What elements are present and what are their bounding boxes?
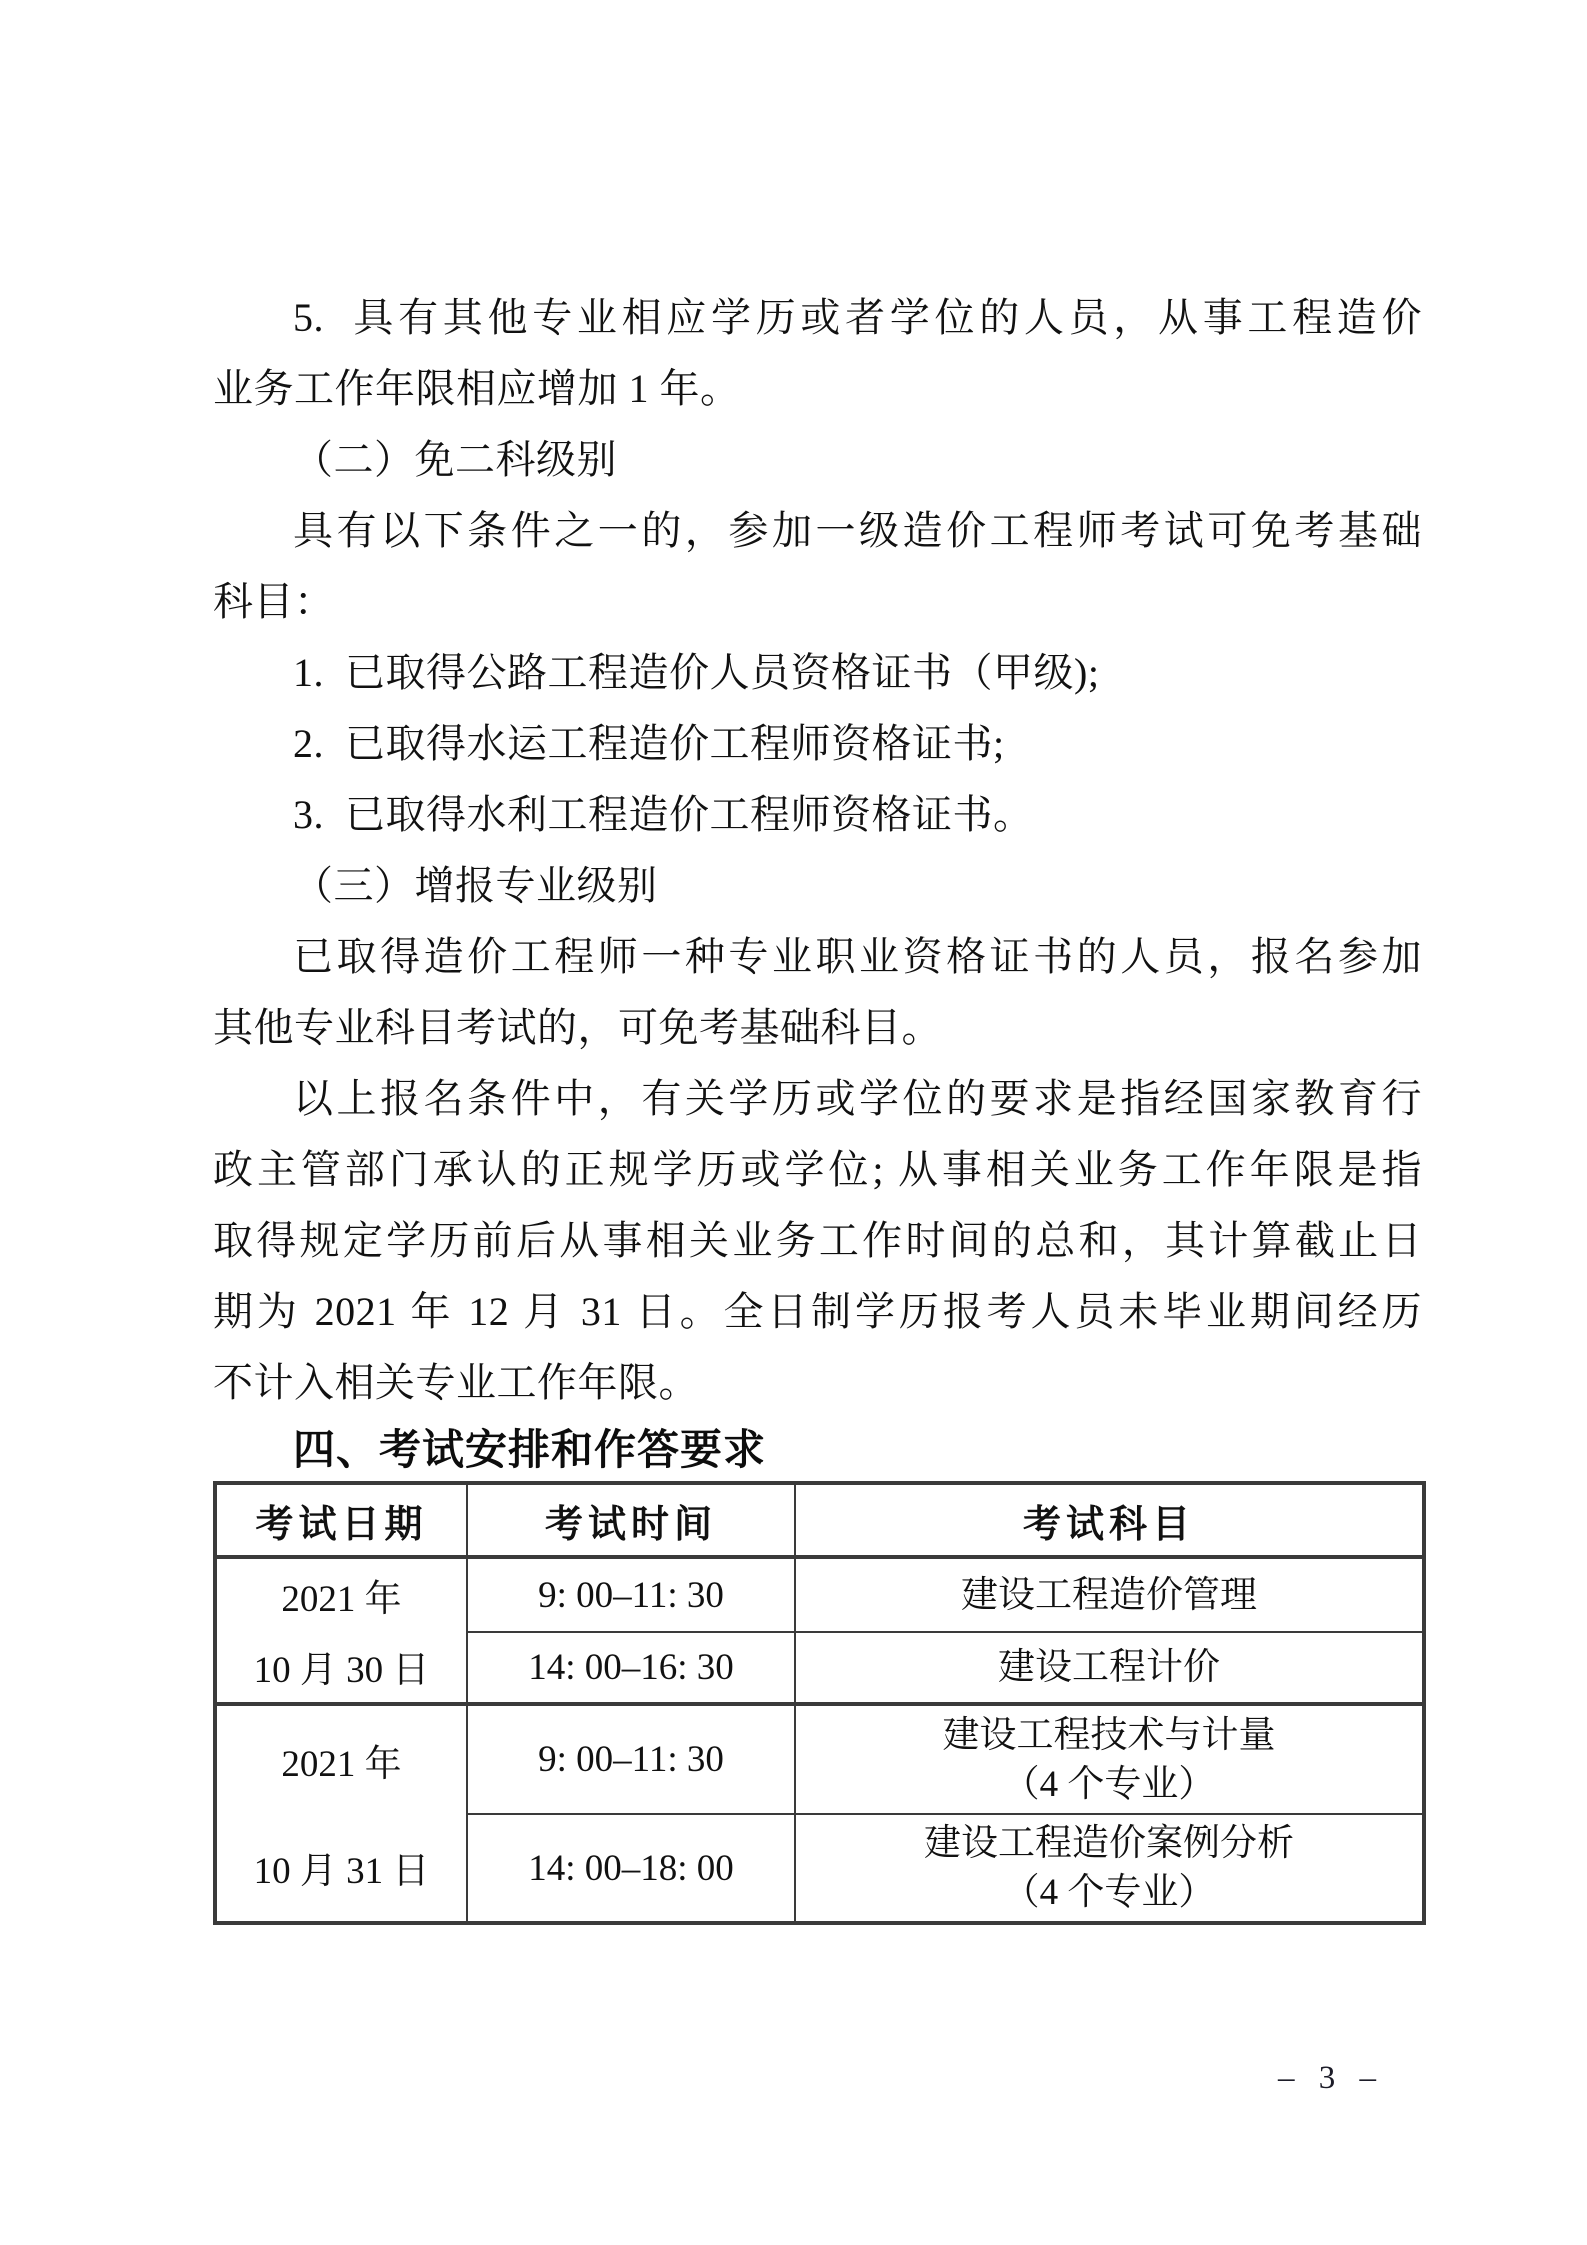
- exam-subject-line: 建设工程造价管理: [961, 1574, 1257, 1616]
- exam-subject-line: 建设工程技术与计量: [942, 1714, 1276, 1756]
- paragraph-line: 不计入相关专业工作年限。: [213, 1360, 699, 1405]
- table-row: [215, 1557, 1424, 1632]
- exam-date-line: 10 月 30 日: [253, 1650, 430, 1692]
- exam-subject-line: 建设工程造价案例分析: [924, 1823, 1294, 1864]
- exam-subject-line: 建设工程计价: [998, 1647, 1220, 1689]
- list-item-line: 1. 已取得公路工程造价人员资格证书（甲级);: [293, 650, 1100, 695]
- header-exam-date: 考试日期: [215, 1483, 467, 1557]
- exam-subject-line: （4 个专业）: [1002, 1872, 1216, 1913]
- paragraph-line: 已取得造价工程师一种专业职业资格证书的人员，报名参加: [293, 934, 1422, 979]
- paragraph-line: 政主管部门承认的正规学历或学位; 从事相关业务工作年限是指: [213, 1147, 1422, 1192]
- header-exam-time: 考试时间: [467, 1483, 795, 1557]
- table-header-row: [215, 1483, 1424, 1557]
- list-item-line: 2. 已取得水运工程造价工程师资格证书;: [293, 721, 1005, 766]
- exam-subject-cell: [795, 1704, 1424, 1814]
- exam-date-line: 2021 年: [281, 1578, 402, 1620]
- paragraph-line: 其他专业科目考试的，可免考基础科目。: [213, 1005, 942, 1050]
- exam-time-cell: 14: 00–18: 00: [467, 1814, 795, 1923]
- paragraph-line: 5. 具有其他专业相应学历或者学位的人员，从事工程造价: [293, 295, 1422, 340]
- exam-time-cell: 9: 00–11: 30: [467, 1557, 795, 1632]
- exam-subject-cell: [795, 1557, 1424, 1632]
- exam-date-line: 2021 年: [281, 1743, 402, 1785]
- header-exam-subject: 考试科目: [795, 1483, 1424, 1557]
- exam-time-cell: 14: 00–16: 30: [467, 1632, 795, 1704]
- paragraph-line: 取得规定学历前后从事相关业务工作时间的总和，其计算截止日: [213, 1218, 1422, 1263]
- paragraph-line: 具有以下条件之一的，参加一级造价工程师考试可免考基础: [293, 508, 1422, 553]
- paragraph-line: 业务工作年限相应增加 1 年。: [213, 366, 741, 411]
- section-heading: 四、考试安排和作答要求: [293, 1426, 767, 1473]
- exam-subject-cell: [795, 1814, 1424, 1923]
- exam-date-cell: [215, 1557, 467, 1704]
- sub-heading-line: （三）增报专业级别: [293, 863, 658, 908]
- sub-heading-line: （二）免二科级别: [293, 437, 617, 482]
- body-text-block: [213, 282, 1422, 1418]
- exam-time-cell: 9: 00–11: 30: [467, 1704, 795, 1814]
- paragraph-line: 期为 2021 年 12 月 31 日。全日制学历报考人员未毕业期间经历: [213, 1289, 1422, 1334]
- exam-subject-line: （4 个专业）: [1002, 1763, 1216, 1805]
- exam-date-cell: [215, 1704, 467, 1923]
- list-item-line: 3. 已取得水利工程造价工程师资格证书。: [293, 792, 1034, 837]
- paragraph-line: 科目：: [213, 579, 335, 624]
- exam-date-line: 10 月 31 日: [253, 1851, 430, 1893]
- paragraph-line: 以上报名条件中，有关学历或学位的要求是指经国家教育行: [293, 1076, 1422, 1121]
- exam-subject-cell: [795, 1632, 1424, 1704]
- exam-schedule-table: [213, 1481, 1426, 1925]
- table-row: [215, 1704, 1424, 1814]
- page-number: – 3 –: [1278, 2060, 1384, 2096]
